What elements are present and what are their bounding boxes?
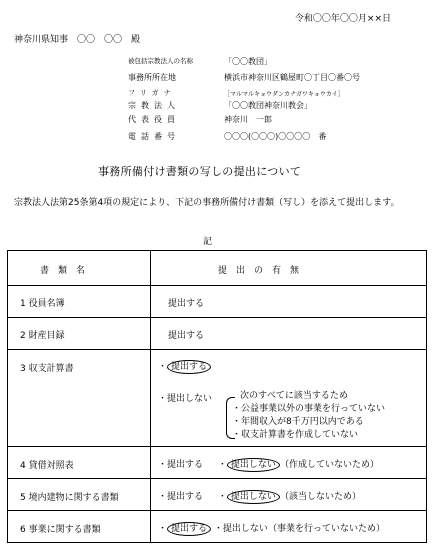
row-6-not-submit: 提出しない — [222, 524, 268, 534]
row-6-options — [158, 521, 385, 536]
row-3-submit-option — [158, 359, 211, 374]
row-6-note: （事業を行っていないため） — [267, 524, 385, 534]
row-6-submit-circled: 提出する — [167, 522, 211, 536]
row-4-options — [158, 457, 379, 472]
header-document-name: 書 類 名 — [40, 266, 86, 276]
bullet: ・ — [217, 492, 227, 502]
row-3-reason-2: ・年間収入が8千万円以内である — [232, 417, 364, 427]
column-divider — [150, 251, 151, 542]
row-4-not-submit-circled: 提出しない — [227, 458, 280, 472]
row-5-note: （該当しないため） — [279, 492, 361, 502]
office-address-label: 事務所所在地 — [128, 73, 176, 82]
row-1-name: 1 役員名簿 — [20, 299, 65, 309]
furigana-label: フリガナ — [128, 89, 176, 97]
furigana-value: ［マルマルキョウダンカナガワキョウカイ］ — [224, 91, 344, 98]
row-4-name: 4 貸借対照表 — [20, 461, 74, 471]
row-2-name: 2 財産目録 — [20, 331, 65, 341]
religious-corp-value: 「〇〇教団神奈川教会」 — [224, 101, 312, 110]
office-name-value: 「〇〇教団」 — [224, 57, 272, 66]
office-name-label: 被包括宗教法人の名称 — [128, 57, 193, 65]
submission-table — [7, 250, 427, 543]
row-4-note: （作成していないため） — [279, 460, 379, 470]
row-5-options — [158, 489, 361, 504]
row-5-not-submit-circled: 提出しない — [227, 490, 280, 504]
row-divider — [8, 446, 426, 447]
row-2-status: 提出する — [168, 331, 205, 341]
ki-heading: 記 — [203, 237, 213, 247]
representative-label: 代表役員 — [128, 115, 180, 124]
row-3-submit-circled: 提出する — [167, 360, 211, 374]
row-divider — [8, 349, 426, 350]
document-title: 事務所備付け書類の写しの提出について — [98, 165, 302, 178]
header-submission-status: 提 出 の 有 無 — [218, 266, 300, 276]
phone-value: 〇〇〇(〇〇〇)〇〇〇〇 番 — [224, 132, 327, 141]
document-date: 令和〇〇年〇〇月××日 — [294, 14, 391, 24]
bullet: ・ — [158, 460, 168, 470]
row-3-reason-3: ・収支計算書を作成していない — [232, 430, 359, 440]
representative-value: 神奈川 一郎 — [224, 115, 272, 124]
row-3-reason-1: ・公益事業以外の事業を行っていない — [232, 404, 386, 414]
religious-corp-label: 宗教法人 — [128, 101, 180, 110]
row-3-not-submit: 提出しない — [167, 394, 213, 404]
row-divider — [8, 510, 426, 511]
row-6-name: 6 事業に関する書類 — [20, 525, 101, 535]
bullet: ・ — [217, 460, 227, 470]
row-3-name: 3 収支計算書 — [20, 364, 74, 374]
row-5-name: 5 境内建物に関する書類 — [20, 493, 119, 503]
row-5-submit: 提出する — [167, 492, 204, 502]
row-divider — [8, 478, 426, 479]
bullet: ・ — [158, 492, 168, 502]
row-divider — [8, 285, 426, 286]
office-address-value: 横浜市神奈川区鶴屋町〇丁目〇番〇号 — [224, 73, 360, 82]
addressee: 神奈川県知事 〇〇 〇〇 殿 — [14, 35, 141, 45]
body-text: 宗教法人法第25条第4項の規定により、下記の事務所備付け書類（写し）を添えて提出します。 — [14, 198, 400, 208]
bullet: ・ — [158, 524, 168, 534]
row-3-not-submit-option — [158, 391, 212, 404]
row-3-reason-head: 次のすべてに該当するため — [240, 391, 348, 401]
row-1-status: 提出する — [168, 299, 205, 309]
bullet: ・ — [158, 362, 168, 372]
bullet: ・ — [213, 524, 223, 534]
row-4-submit: 提出する — [167, 460, 204, 470]
phone-label: 電話番号 — [128, 132, 180, 141]
row-divider — [8, 317, 426, 318]
bullet: ・ — [158, 394, 168, 404]
